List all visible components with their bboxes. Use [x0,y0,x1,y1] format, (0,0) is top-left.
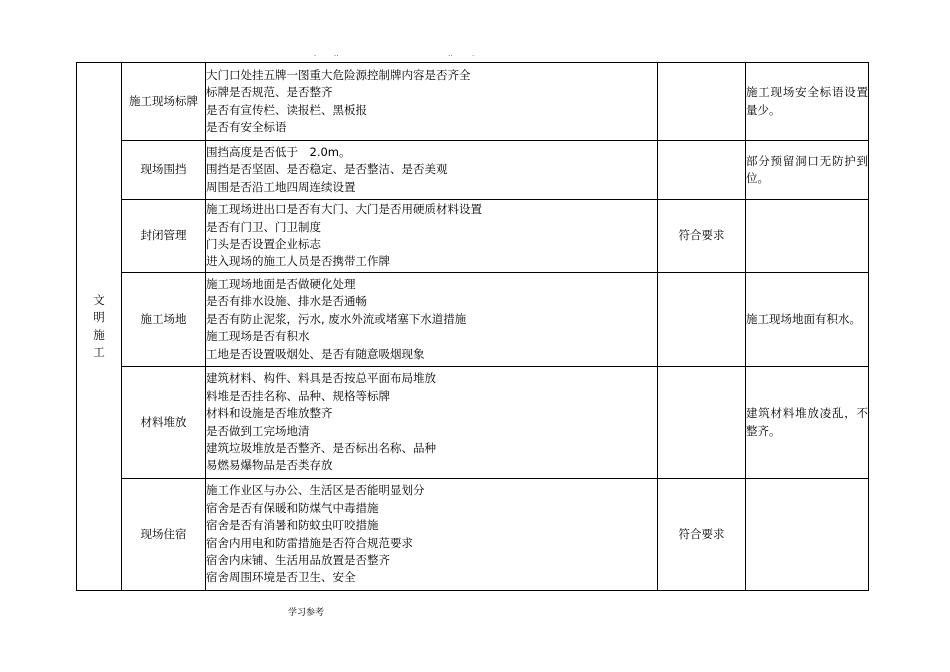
remark-cell [746,479,869,591]
inspection-table [76,62,869,591]
item-content [206,273,658,367]
header-mark: . [314,50,317,58]
header-marks [300,50,500,60]
content-line: 宿舍内用电和防雷措施是否符合规范要求 [206,535,413,550]
content-line: 围挡是否坚固、是否稳定、是否整洁、是否美观 [206,162,448,177]
remark-cell: 建筑材料堆放凌乱，不整齐。 [746,367,869,479]
item-content [206,479,658,591]
content-line: 宿舍内床铺、生活用品放置是否整齐 [206,552,390,567]
content-line: 建筑垃圾堆放是否整齐、是否标出名称、品种 [206,440,436,455]
content-line: 工地是否设置吸烟处、是否有随意吸烟现象 [206,346,425,361]
category-cell [77,63,122,591]
remark-cell: 部分预留洞口无防护到位。 [746,141,869,200]
content-line: 标牌是否规范、是否整齐 [206,85,333,100]
footer-text: 学习参考 [288,608,325,618]
table-row [77,479,869,591]
item-content [206,141,658,200]
result-cell [658,273,746,367]
table-row [77,141,869,200]
header-mark: .. [334,50,339,58]
content-line: 是否有门卫、门卫制度 [206,219,321,234]
result-cell: 符合要求 [658,479,746,591]
item-name: 封闭管理 [122,200,206,273]
category-char: 明 [93,310,105,325]
table-row [77,367,869,479]
content-line: 施工现场是否有积水 [206,329,310,344]
content-line: 料堆是否挂名称、品种、规格等标牌 [206,388,390,403]
header-mark: .. [448,50,453,58]
content-line: 周围是否沿工地四周连续设置 [206,179,356,194]
content-line: 是否有安全标语 [206,119,287,134]
content-line: 材料和设施是否堆放整齐 [206,406,333,421]
content-line: 施工作业区与办公、生活区是否能明显划分 [206,483,425,498]
item-name: 施工场地 [122,273,206,367]
item-name: 现场围挡 [122,141,206,200]
item-name: 材料堆放 [122,367,206,479]
content-line: 宿舍是否有消暑和防蚊虫叮咬措施 [206,518,379,533]
content-line: 施工现场地面是否做硬化处理 [206,276,356,291]
item-content [206,367,658,479]
item-name: 施工现场标牌 [122,63,206,141]
remark-cell: 施工现场地面有积水。 [746,273,869,367]
content-line: 是否有防止泥浆，污水, 废水外流或堵塞下水道措施 [206,311,467,326]
item-content [206,200,658,273]
content-line: 易燃易爆物品是否类存放 [206,458,333,473]
category-char: 施 [93,327,105,342]
content-line: 是否有宣传栏、读报栏、黑板报 [206,102,367,117]
content-line: 是否做到工完场地清 [206,423,310,438]
content-line: 施工现场进出口是否有大门、大门是否用硬质材料设置 [206,202,482,217]
content-line: 围挡高度是否低于 2.0m。 [206,144,351,159]
content-line: 进入现场的施工人员是否携带工作牌 [206,254,390,269]
content-line: 建筑材料、构件、料具是否按总平面布局堆放 [206,371,436,386]
content-line: 大门口处挂五牌一图重大危险源控制牌内容是否齐全 [206,67,471,82]
content-line: 宿舍是否有保暖和防煤气中毒措施 [206,500,379,515]
result-cell [658,141,746,200]
category-char: 工 [93,344,105,359]
result-cell [658,367,746,479]
header-mark: . [472,50,475,58]
remark-cell: 施工现场安全标语设置量少。 [746,63,869,141]
result-cell: 符合要求 [658,200,746,273]
item-name: 现场住宿 [122,479,206,591]
item-content [206,63,658,141]
result-cell [658,63,746,141]
table-row [77,200,869,273]
table-row [77,63,869,141]
table-row [77,273,869,367]
content-line: 是否有排水设施、排水是否通畅 [206,294,367,309]
content-line: 宿舍周围环境是否卫生、安全 [206,570,356,585]
content-line: 门头是否设置企业标志 [206,237,321,251]
category-char: 文 [93,292,105,307]
remark-cell [746,200,869,273]
